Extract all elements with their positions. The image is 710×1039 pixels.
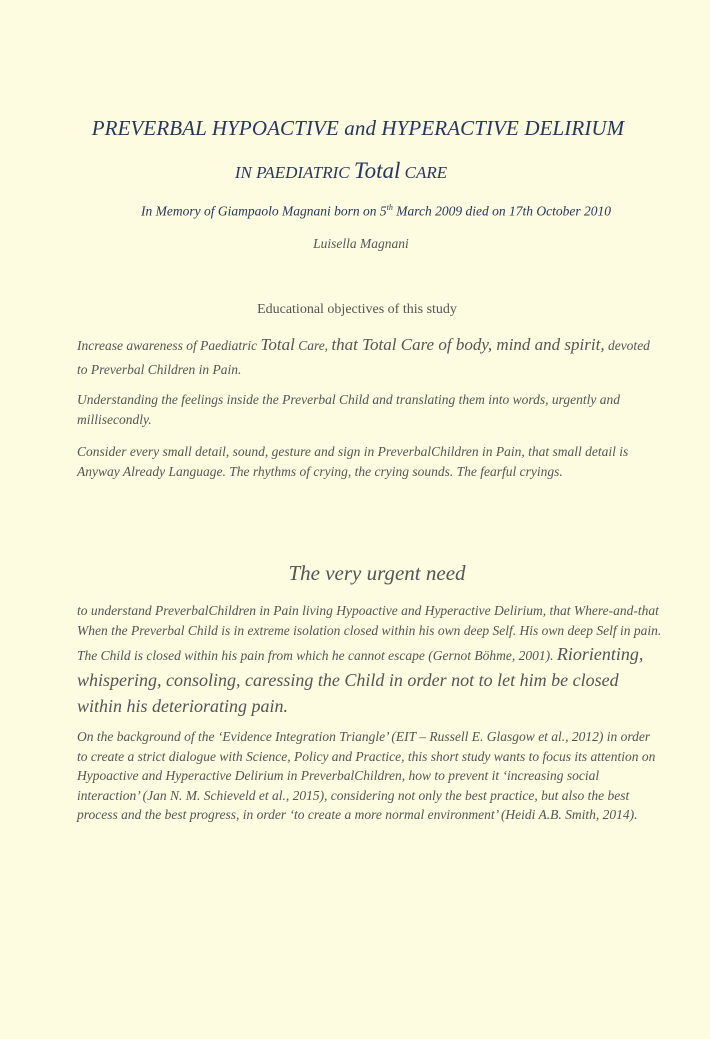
objectives-heading: Educational objectives of this study bbox=[257, 302, 457, 317]
memorial-superscript: th bbox=[386, 203, 393, 212]
objective-1-emphasis: that Total Care of body, mind and spirit, bbox=[331, 335, 605, 354]
title-line-2-part3: CARE bbox=[400, 163, 448, 182]
memorial-text-1: In Memory of Giampaolo Magnani born on 5 bbox=[141, 203, 387, 219]
eit-paragraph: On the background of the ‘Evidence Integration Triangle’ (EIT – Russell E. Glasgow et al., 2012) in order to create a strict dialogue with Science, Policy and Practice, this short study wants to focus its attention on Hypoactive and Hyperactive Delirium in PreverbalChildren, how to prevent it ‘increasing social interaction’ (Jan N. M. Schieveld et al., 2015), considering not only the best practice, but also the best process and the best progress, in order ‘to create a more normal environment’ (Heidi A.B. Smith, 2014). bbox=[77, 729, 656, 822]
objective-1-e: devoted to Preverbal Children in Pain. bbox=[77, 338, 650, 377]
urgent-need-heading: The very urgent need bbox=[288, 561, 466, 585]
title-line-1: PREVERBAL HYPOACTIVE and HYPERACTIVE DELIRIUM bbox=[91, 116, 625, 140]
objective-1-a: Increase awareness of Paediatric bbox=[77, 338, 261, 353]
objective-paragraph-1 bbox=[77, 333, 662, 382]
objective-1-c: Care, bbox=[294, 338, 332, 353]
memorial-text-2: March 2009 died on 17th October 2010 bbox=[392, 203, 611, 219]
author-name: Luisella Magnani bbox=[313, 236, 409, 251]
title-line-2 bbox=[0, 158, 682, 184]
objective-1-total: Total bbox=[260, 335, 295, 354]
objective-paragraph-3: Consider every small detail, sound, gesture and sign in PreverbalChildren in Pain, that small detail is Anyway Already Language. The rhythms of crying, the crying sounds. The fearful cryings. bbox=[77, 444, 629, 479]
title-line-2-part1: IN PAEDIATRIC bbox=[234, 163, 354, 182]
urgent-need-paragraph bbox=[77, 601, 662, 719]
objective-paragraph-2: Understanding the feelings inside the Preverbal Child and translating them into words, urgently and millisecondly. bbox=[77, 392, 620, 427]
memorial-line bbox=[0, 203, 710, 220]
urgent-need-emphasis: Riorienting, whispering, consoling, caressing the Child in order not to let him be closed within his deteriorating pain. bbox=[77, 644, 644, 716]
urgent-need-text: to understand PreverbalChildren in Pain living Hypoactive and Hyperactive Delirium, that Where-and-that When the Preverbal Child is in extreme isolation closed within his own deep Self. His own deep Self in pain. The Child is closed within his pain from which he cannot escape (Gernot Böhme, 2001). bbox=[77, 603, 662, 663]
title-line-2-total: Total bbox=[353, 158, 401, 183]
